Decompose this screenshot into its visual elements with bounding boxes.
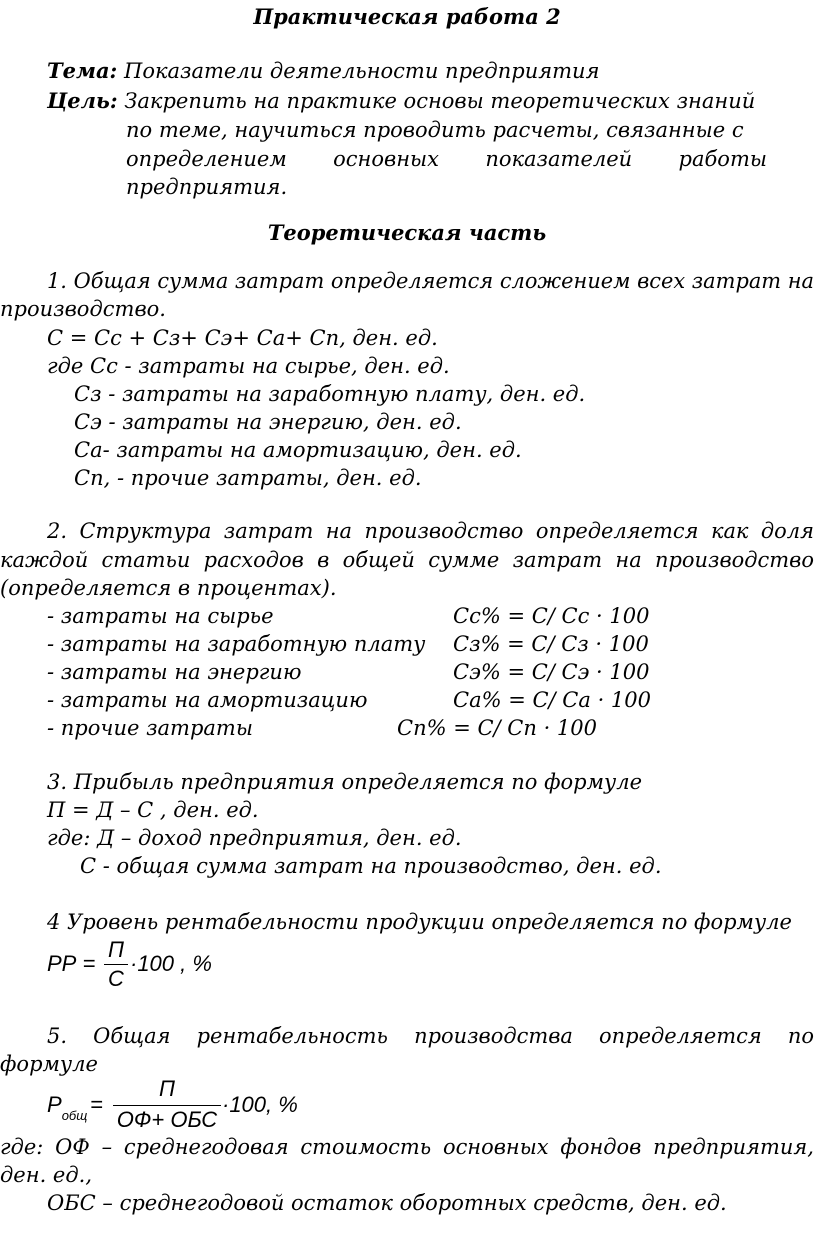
s5-word: стоимость [300, 1135, 432, 1159]
topic-line [47, 58, 599, 84]
s5-rhs: ·100, % [222, 1092, 298, 1117]
s5-word: ОФ [55, 1135, 90, 1159]
s2-word: статьи [101, 548, 191, 572]
s5-word: – [101, 1135, 113, 1159]
topic-text: Показатели деятельности предприятия [124, 59, 600, 83]
s4-numerator: П [108, 937, 124, 962]
s5-denominator: ОФ+ ОБС [116, 1107, 218, 1132]
s2-word: затрат [512, 548, 603, 572]
s3-formula: П = Д – С , ден. ед. [47, 798, 259, 822]
s2-line-2 [0, 547, 814, 573]
goal-text-3 [126, 146, 767, 172]
s1-where-1: где Сс - затраты на сырье, ден. ед. [47, 354, 450, 378]
s5-word: 5. [47, 1024, 67, 1048]
goal-label: Цель: [47, 88, 118, 113]
page-title: Практическая работа 2 [253, 4, 561, 29]
s2-item-label: - прочие затраты [47, 716, 253, 740]
s2-item-formula: Са% = С/ Са · 100 [453, 688, 652, 712]
s2-word: каждой [0, 548, 89, 572]
goal-line-1 [47, 88, 755, 114]
s5-equals: = [90, 1092, 103, 1117]
s5-word: основных [442, 1135, 549, 1159]
s3-where-1: где: Д – доход предприятия, ден. ед. [47, 826, 462, 850]
s1-formula: С = Сс + Сз+ Сэ+ Са+ Сп, ден. ед. [47, 326, 438, 350]
s5-fraction-bar [113, 1105, 221, 1106]
s2-word: доля [760, 519, 814, 543]
s2-item-formula: Сз% = С/ Сз · 100 [453, 632, 649, 656]
s5-word: где: [0, 1135, 44, 1159]
s2-item-label: - затраты на сырье [47, 604, 274, 628]
s5-word: предприятия, [653, 1135, 814, 1159]
s2-word: 2. [47, 519, 67, 543]
s2-line-1 [47, 518, 814, 544]
topic-label: Тема: [47, 58, 118, 83]
s5-word: Общая [93, 1024, 171, 1048]
s1-line-2: производство. [0, 297, 166, 321]
s5-numerator: П [159, 1076, 175, 1101]
goal-word: основных [333, 147, 439, 171]
s2-word: определяется [535, 519, 699, 543]
s5-where-2: ден. ед., [0, 1163, 93, 1187]
s5-word: определяется [599, 1024, 762, 1048]
s5-lhs-sub: общ [61, 1108, 88, 1123]
s5-lhs [47, 1092, 87, 1129]
s2-word: как [710, 519, 749, 543]
s2-word: общей [342, 548, 415, 572]
s5-word: производства [414, 1024, 573, 1048]
s2-word: затрат [223, 519, 314, 543]
goal-word: показателей [485, 147, 633, 171]
s2-word: сумме [428, 548, 500, 572]
s5-line-2: формуле [0, 1052, 98, 1076]
s2-word: производство [364, 519, 524, 543]
s2-word: Структура [79, 519, 212, 543]
s2-word: в [317, 548, 330, 572]
s4-rhs: ·100 , % [130, 951, 212, 976]
s2-line-3: (определяется в процентах). [0, 576, 337, 600]
goal-word: определением [126, 147, 287, 171]
s5-where-1 [0, 1134, 814, 1160]
s1-where-4: Са- затраты на амортизацию, ден. ед. [74, 438, 522, 462]
s2-item-formula: Сс% = С/ Сс · 100 [453, 604, 650, 628]
theory-heading: Теоретическая часть [267, 220, 547, 245]
s4-fraction-bar [104, 964, 128, 965]
s5-where-3: ОБС – среднегодовой остаток оборотных средств, ден. ед. [47, 1191, 727, 1215]
s4-lhs: РР = [47, 951, 96, 976]
s5-line-1 [47, 1023, 814, 1049]
goal-text-4: предприятия. [126, 175, 288, 199]
s4-denominator: С [108, 966, 124, 991]
s5-word: среднегодовая [123, 1135, 289, 1159]
s1-where-5: Сп, - прочие затраты, ден. ед. [74, 466, 422, 490]
s5-word: фондов [560, 1135, 642, 1159]
s2-word: на [325, 519, 353, 543]
s1-line-1: 1. Общая сумма затрат определяется сложением всех затрат на [47, 269, 815, 293]
s2-item-formula: Сэ% = С/ Сэ · 100 [453, 660, 650, 684]
s3-line-1: 3. Прибыль предприятия определяется по формуле [47, 770, 643, 794]
s1-where-3: Сэ - затраты на энергию, ден. ед. [74, 410, 462, 434]
s5-lhs-main: Р [47, 1092, 62, 1117]
s2-word: на [615, 548, 642, 572]
goal-text-1: Закрепить на практике основы теоретических знаний [124, 89, 756, 113]
s3-where-2: С - общая сумма затрат на производство, ден. ед. [80, 854, 662, 878]
s2-word: производство [655, 548, 814, 572]
goal-text-2: по теме, научиться проводить расчеты, связанные с [126, 118, 744, 142]
s2-item-label: - затраты на заработную плату [47, 632, 426, 656]
s4-line-1: 4 Уровень рентабельности продукции определяется по формуле [47, 910, 792, 934]
s1-where-2: Сз - затраты на заработную плату, ден. ед. [74, 382, 586, 406]
s2-item-label: - затраты на амортизацию [47, 688, 368, 712]
s5-word: по [787, 1024, 814, 1048]
s5-word: рентабельность [196, 1024, 388, 1048]
s2-word: расходов [203, 548, 304, 572]
s2-item-formula: Сп% = С/ Сп · 100 [397, 716, 598, 740]
goal-word: работы [678, 147, 767, 171]
s2-item-label: - затраты на энергию [47, 660, 302, 684]
